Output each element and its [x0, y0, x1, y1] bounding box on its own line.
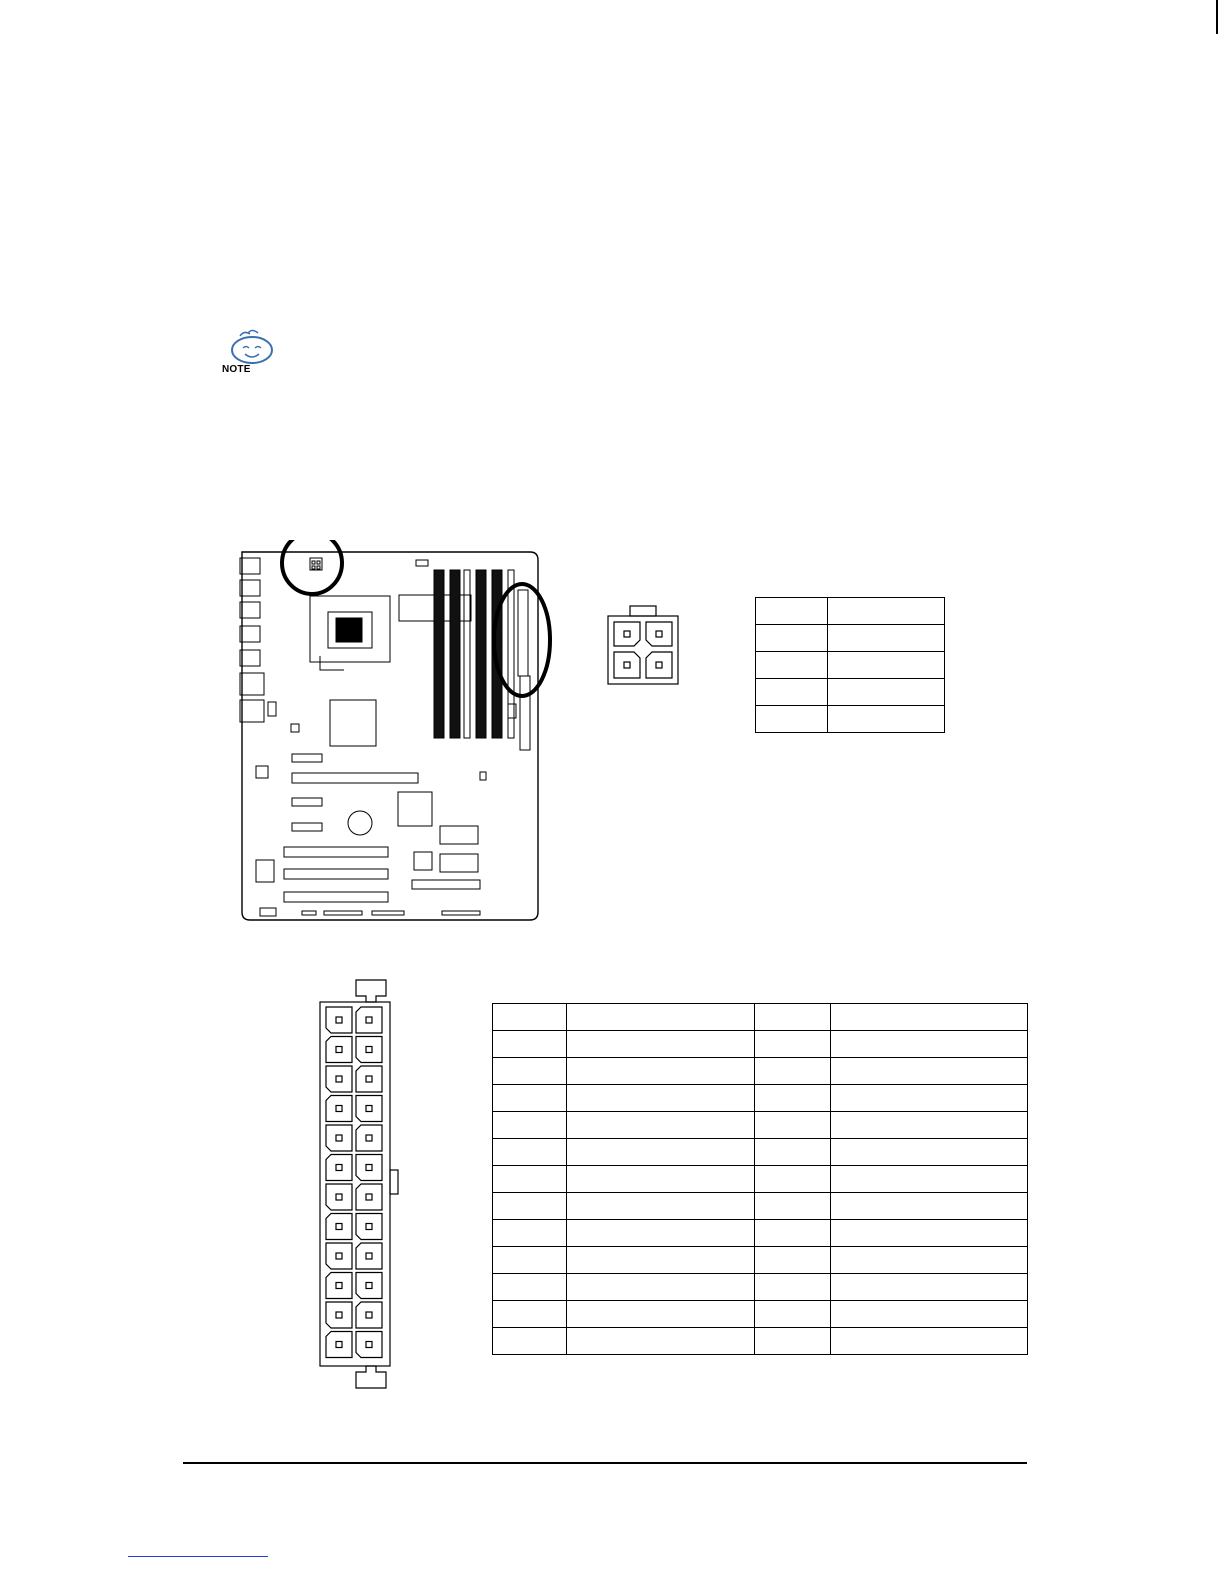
- connector-pin-contact: [366, 1017, 372, 1023]
- table-cell: [567, 1031, 755, 1058]
- table-cell: [567, 1193, 755, 1220]
- connector-pin: [356, 1037, 382, 1063]
- table-cell: [567, 1220, 755, 1247]
- connector-pin: [326, 1243, 352, 1269]
- connector-pin: [356, 1066, 382, 1092]
- table-cell: [831, 1031, 1028, 1058]
- connector-pin-contact: [336, 1194, 342, 1200]
- connector-pin-contact: [366, 1283, 372, 1289]
- table-cell: [493, 1220, 567, 1247]
- connector-pin: [326, 1066, 352, 1092]
- table-cell: [493, 1112, 567, 1139]
- table-cell: [567, 1247, 755, 1274]
- connector-pin-contact: [366, 1106, 372, 1112]
- connector-pin: [356, 1273, 382, 1299]
- table-cell: [493, 1328, 567, 1355]
- table-row: [493, 1193, 1028, 1220]
- table-row: [756, 652, 945, 679]
- connector-pin: [326, 1096, 352, 1122]
- table-row: [756, 706, 945, 733]
- table-cell: [493, 1031, 567, 1058]
- footer-rule: [183, 1462, 1027, 1464]
- note-smiley-icon: [214, 328, 280, 368]
- table-row: [756, 679, 945, 706]
- table-row: [493, 1247, 1028, 1274]
- table-cell: [493, 1058, 567, 1085]
- table-cell: [755, 1004, 831, 1031]
- connector-pin: [356, 1184, 382, 1210]
- table-cell: [755, 1139, 831, 1166]
- table-cell: [493, 1004, 567, 1031]
- connector-pin-contact: [366, 1312, 372, 1318]
- table-cell: [493, 1274, 567, 1301]
- table-cell: [755, 1328, 831, 1355]
- table-cell: [831, 1004, 1028, 1031]
- table-cell: [828, 625, 945, 652]
- connector-pin-contact: [366, 1076, 372, 1082]
- connector-pin: [326, 1007, 352, 1033]
- table-cell: [831, 1112, 1028, 1139]
- table-cell: [567, 1274, 755, 1301]
- table-cell: [831, 1328, 1028, 1355]
- table-cell: [831, 1139, 1028, 1166]
- table-cell: [756, 652, 828, 679]
- table-cell: [755, 1247, 831, 1274]
- connector-pin: [326, 1214, 352, 1240]
- connector-pin-contact: [366, 1165, 372, 1171]
- table-cell: [567, 1166, 755, 1193]
- connector-pin-contact: [336, 1253, 342, 1259]
- table-cell: [755, 1112, 831, 1139]
- table-cell: [755, 1193, 831, 1220]
- connector-pin-contact: [366, 1224, 372, 1230]
- connector-pin: [326, 1332, 352, 1358]
- table-cell: [828, 652, 945, 679]
- connector-pin-contact: [336, 1017, 342, 1023]
- table-row: [493, 1112, 1028, 1139]
- table-cell: [567, 1004, 755, 1031]
- connector-pin: [326, 1037, 352, 1063]
- table-cell: [755, 1085, 831, 1112]
- table-cell: [756, 625, 828, 652]
- connector-pin: [356, 1007, 382, 1033]
- table-cell: [493, 1139, 567, 1166]
- table-cell: [828, 598, 945, 625]
- connector-pin-contact: [336, 1106, 342, 1112]
- motherboard-diagram: [232, 540, 552, 925]
- table-cell: [567, 1112, 755, 1139]
- table-cell: [493, 1301, 567, 1328]
- table-cell: [831, 1274, 1028, 1301]
- table-row: [493, 1274, 1028, 1301]
- connector-pin: [356, 1125, 382, 1151]
- table-cell: [567, 1139, 755, 1166]
- table-cell: [567, 1085, 755, 1112]
- connector-pin: [356, 1214, 382, 1240]
- connector-pin-contact: [336, 1076, 342, 1082]
- connector-pin: [356, 1155, 382, 1181]
- table-cell: [831, 1058, 1028, 1085]
- table-cell: [755, 1031, 831, 1058]
- connector-pin: [356, 1096, 382, 1122]
- note-label: NOTE: [222, 364, 251, 375]
- table-cell: [755, 1058, 831, 1085]
- table-cell: [755, 1166, 831, 1193]
- atx-main-connector-diagram: [310, 974, 400, 1392]
- table-row: [493, 1085, 1028, 1112]
- table-cell: [493, 1166, 567, 1193]
- connector-pin: [326, 1273, 352, 1299]
- note-icon: [214, 328, 280, 378]
- atx-12v-connector-diagram: [600, 600, 686, 690]
- connector-pin-contact: [366, 1047, 372, 1053]
- connector-pin: [356, 1243, 382, 1269]
- table-cell: [831, 1085, 1028, 1112]
- connector-pin-contact: [366, 1342, 372, 1348]
- table-row: [493, 1328, 1028, 1355]
- table-row: [493, 1139, 1028, 1166]
- table-cell: [828, 679, 945, 706]
- connector-pin-contact: [336, 1047, 342, 1053]
- table-cell: [831, 1166, 1028, 1193]
- connector-pin-contact: [336, 1283, 342, 1289]
- table-cell: [755, 1301, 831, 1328]
- table-row: [493, 1031, 1028, 1058]
- table-cell: [493, 1247, 567, 1274]
- table-cell: [567, 1058, 755, 1085]
- table-row: [756, 598, 945, 625]
- connector-pin: [326, 1155, 352, 1181]
- table-cell: [828, 706, 945, 733]
- table-row: [493, 1301, 1028, 1328]
- connector-pin: [326, 1302, 352, 1328]
- table-cell: [493, 1085, 567, 1112]
- table-cell: [755, 1220, 831, 1247]
- table-row: [493, 1004, 1028, 1031]
- connector-pin-contact: [366, 1253, 372, 1259]
- table-row: [756, 625, 945, 652]
- table-cell: [756, 706, 828, 733]
- atx-main-pin-table: [492, 1003, 1028, 1355]
- table-cell: [567, 1301, 755, 1328]
- connector-pin-contact: [336, 1165, 342, 1171]
- table-row: [493, 1220, 1028, 1247]
- connector-pin: [326, 1184, 352, 1210]
- connector-pin: [356, 1332, 382, 1358]
- footer-link-underline[interactable]: [128, 1556, 268, 1557]
- connector-pin-contact: [336, 1224, 342, 1230]
- table-row: [493, 1058, 1028, 1085]
- table-cell: [831, 1247, 1028, 1274]
- connector-pin-contact: [336, 1135, 342, 1141]
- atx-12v-pin-table: [755, 597, 945, 733]
- table-cell: [756, 598, 828, 625]
- table-cell: [493, 1193, 567, 1220]
- table-cell: [831, 1301, 1028, 1328]
- connector-pin-contact: [366, 1135, 372, 1141]
- table-row: [493, 1166, 1028, 1193]
- table-cell: [755, 1274, 831, 1301]
- top-right-edge-line: [1216, 0, 1218, 34]
- table-cell: [831, 1220, 1028, 1247]
- connector-pin-contact: [366, 1194, 372, 1200]
- connector-pin-contact: [336, 1312, 342, 1318]
- connector-pin-contact: [336, 1342, 342, 1348]
- table-cell: [756, 679, 828, 706]
- connector-pin: [356, 1302, 382, 1328]
- connector-pin: [326, 1125, 352, 1151]
- table-cell: [831, 1193, 1028, 1220]
- table-cell: [567, 1328, 755, 1355]
